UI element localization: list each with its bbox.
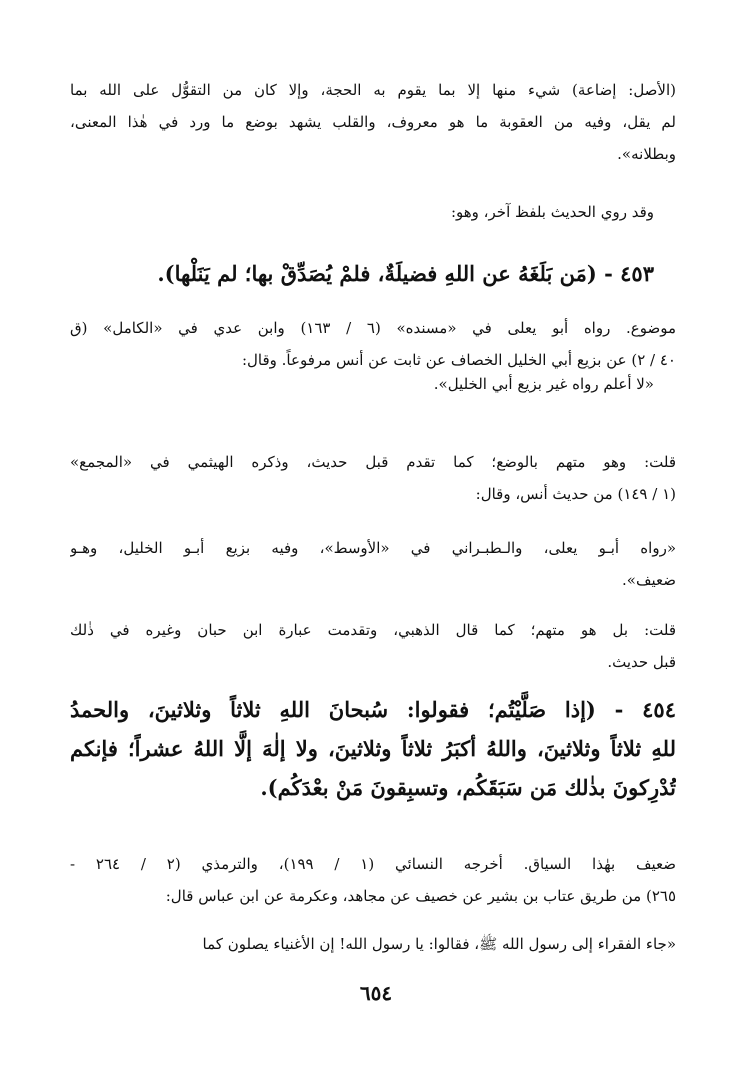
text-line: قبل حديث. bbox=[607, 653, 676, 671]
paragraph-qultu-1 bbox=[70, 446, 676, 510]
hadith-text-line: ٤٥٣ - (مَن بَلَغَهُ عن اللهِ فضيلَةٌ، فلمْ يُصَدِّقْ بها؛ لم يَنَلْها). bbox=[157, 261, 654, 286]
text-line: موضوع. رواه أبو يعلى في «مسنده» (٦ / ١٦٣) وابن عدي في «الكامل» (ق bbox=[70, 319, 676, 337]
text-line: ٤٠ / ٢) عن بزيع أبي الخليل الخصاف عن ثابت عن أنس مرفوعاً. وقال: bbox=[241, 351, 676, 369]
paragraph-intro bbox=[70, 74, 676, 170]
hadith-text-line: تُدْرِكونَ بذٰلك مَن سَبَقَكُم، وتسبِقونَ مَنْ بعْدَكُم). bbox=[260, 775, 676, 800]
text-line: ضعيف». bbox=[622, 571, 676, 589]
paragraph-quote-ibn-adi bbox=[48, 368, 676, 400]
text-line: (١ / ١٤٩) من حديث أنس، وقال: bbox=[475, 485, 676, 503]
hadith-text-line: للهِ ثلاثاً وثلاثينَ، واللهُ أكبَرُ ثلاثاً وثلاثينَ، ولا إلٰهَ إلَّا اللهُ عشراً؛ فإنكم bbox=[70, 736, 676, 761]
paragraph-grading-454 bbox=[70, 848, 676, 912]
hadith-text-line: ٤٥٤ - (إذا صَلَّيْتُم؛ فقولوا: سُبحانَ اللهِ ثلاثاً وثلاثينَ، والحمدُ bbox=[70, 697, 676, 722]
text-line: «رواه أبـو يعلى، والـطبـراني في «الأوسط»، وفيه بزيع أبـو الخليل، وهـو bbox=[70, 539, 676, 557]
text-line: «لا أعلم رواه غير بزيع أبي الخليل». bbox=[433, 375, 654, 393]
hadith-453 bbox=[48, 254, 676, 293]
text-line: (الأصل: إضاعة) شيء منها إلا بما يقوم به الحجة، وإلا كان من التقوُّل على الله بما bbox=[70, 81, 676, 99]
paragraph-grading-453 bbox=[70, 312, 676, 376]
hadith-454 bbox=[70, 690, 676, 807]
text-line: لم يقل، وفيه من العقوبة ما هو معروف، والقلب يشهد بوضع ما ورد في هٰذا المعنى، bbox=[70, 113, 676, 131]
paragraph-qultu-2 bbox=[70, 614, 676, 678]
text-line: وقد روي الحديث بلفظ آخر، وهو: bbox=[450, 203, 654, 221]
paragraph-other-wording bbox=[48, 196, 676, 228]
text-line: «جاء الفقراء إلى رسول الله ﷺ، فقالوا: يا رسول الله! إن الأغنياء يصلون كما bbox=[202, 935, 676, 953]
paragraph-quote-fuqara bbox=[70, 928, 676, 960]
paragraph-quote-haythami bbox=[70, 532, 676, 596]
page-number: ٦٥٤ bbox=[359, 981, 393, 1005]
text-line: ٢٦٥) من طريق عتاب بن بشير عن خصيف عن مجاهد، وعكرمة عن ابن عباس قال: bbox=[165, 887, 676, 905]
text-line: وبطلانه». bbox=[617, 145, 676, 163]
text-line: قلت: بل هو متهم؛ كما قال الذهبي، وتقدمت عبارة ابن حبان وغيره في ذٰلك bbox=[70, 621, 676, 639]
text-line: قلت: وهو متهم بالوضع؛ كما تقدم قبل حديث، وذكره الهيثمي في «المجمع» bbox=[70, 453, 676, 471]
text-line: ضعيف بهٰذا السياق. أخرجه النسائي (١ / ١٩٩)، والترمذي (٢ / ٢٦٤ - bbox=[70, 855, 676, 873]
